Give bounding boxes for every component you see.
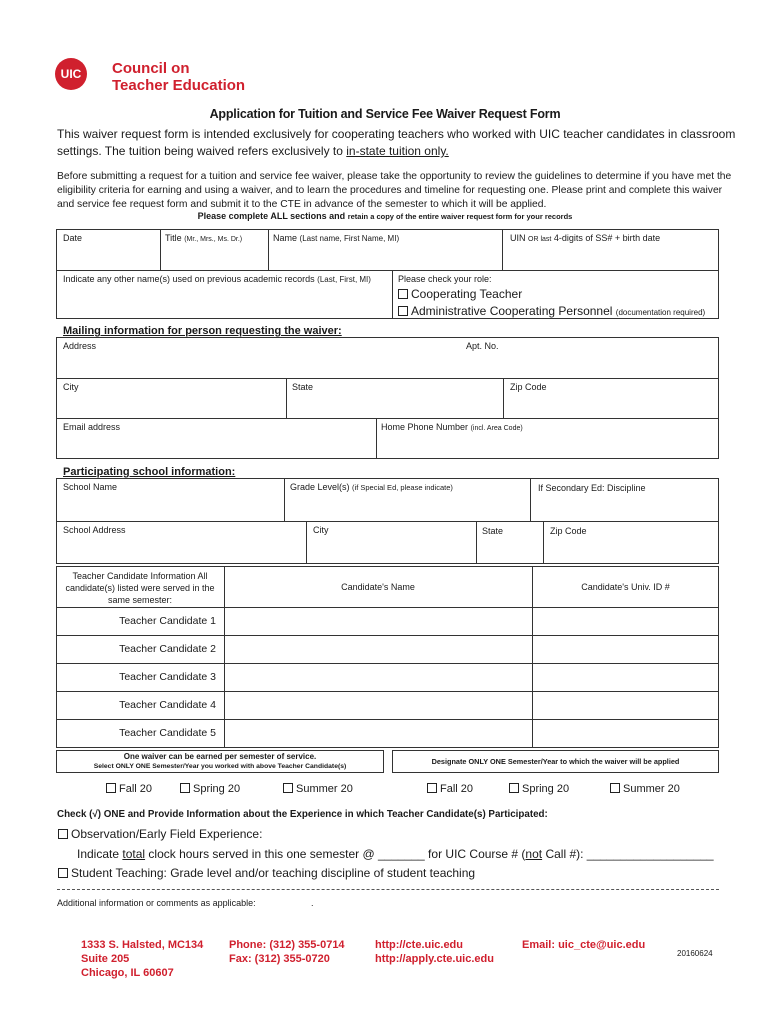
footer-web-link-1[interactable]: http://cte.uic.edu bbox=[375, 939, 463, 951]
footer-address-1: 1333 S. Halsted, MC134 bbox=[81, 939, 204, 951]
org-name bbox=[112, 60, 245, 94]
school-state-field[interactable]: State bbox=[482, 526, 504, 536]
title-hint: (Mr., Mrs., Ms. Dr.) bbox=[184, 236, 243, 243]
phone-label: Home Phone Number bbox=[381, 422, 469, 432]
mailing-heading: Mailing information for person requesting the waiver: bbox=[63, 325, 342, 337]
served-spring-label: Spring 20 bbox=[193, 783, 241, 795]
school-address-field[interactable]: School Address bbox=[63, 525, 126, 535]
served-summer-label: Summer 20 bbox=[296, 783, 353, 795]
observation-option[interactable] bbox=[58, 827, 262, 841]
checkbox-icon[interactable] bbox=[427, 783, 437, 793]
footer-address bbox=[81, 938, 203, 980]
city-field[interactable]: City bbox=[63, 382, 79, 392]
served-fall-label: Fall 20 bbox=[119, 783, 153, 795]
title-label: Title bbox=[165, 233, 182, 243]
footer-email[interactable]: Email: uic_cte@uic.edu bbox=[522, 939, 646, 951]
uin-ssn: 4-digits of SS# + birth date bbox=[553, 233, 661, 243]
uin-field[interactable] bbox=[510, 233, 660, 245]
instructions-paragraph: Before submitting a request for a tuition and service fee waiver, please take the opportunity to review the guidelines to determine if you have met the eligibility criteria for earning and using a waiver, and to learn the procedures and timeline for requesting one. Please print and complete this waiver and service fee request form and submit it to the CTE in advance of the semester to which it will be applied. bbox=[57, 171, 732, 210]
grade-level-field[interactable] bbox=[290, 482, 453, 493]
mailing-box bbox=[56, 337, 719, 459]
footer-web-link-2[interactable]: http://apply.cte.uic.edu bbox=[375, 953, 494, 965]
intro-text: This waiver request form is intended exclusively for cooperating teachers who worked with UIC teacher candidates in classroom settings. The tuition being waived refers exclusively to bbox=[57, 127, 736, 158]
school-heading: Participating school information: bbox=[63, 466, 236, 478]
candidate-intro: Teacher Candidate Information All candidate(s) listed were served in the same semester: bbox=[65, 571, 215, 605]
hours-text-b: clock hours served in this one semester @ _______ for UIC Course # ( bbox=[145, 847, 526, 861]
additional-comments-field[interactable]: Additional information or comments as applicable: bbox=[57, 898, 256, 908]
address-field[interactable]: Address bbox=[63, 341, 97, 351]
org-name-line1: Council on bbox=[112, 60, 190, 77]
applied-fall-label: Fall 20 bbox=[440, 783, 474, 795]
footer-web bbox=[375, 938, 494, 966]
hours-text-a: Indicate bbox=[77, 847, 123, 861]
semester-served-note bbox=[56, 752, 384, 772]
hours-total: total bbox=[122, 847, 146, 861]
form-title: Application for Tuition and Service Fee Waiver Request Form bbox=[209, 107, 561, 121]
role-admin-hint: (documentation required) bbox=[615, 308, 706, 317]
other-names-hint: (Last, First, MI) bbox=[317, 275, 371, 284]
checkbox-icon[interactable] bbox=[398, 289, 408, 299]
checkbox-icon[interactable] bbox=[509, 783, 519, 793]
phone-hint: (incl. Area Code) bbox=[470, 425, 523, 432]
school-zip-field[interactable]: Zip Code bbox=[550, 526, 587, 536]
phone-field[interactable] bbox=[381, 422, 523, 434]
title-field[interactable] bbox=[165, 233, 242, 245]
uic-logo: UIC bbox=[55, 58, 87, 90]
footer-phone-line: Phone: (312) 355-0714 bbox=[229, 939, 345, 951]
table-row[interactable]: Teacher Candidate 5 bbox=[119, 727, 216, 739]
table-row[interactable]: Teacher Candidate 1 bbox=[119, 615, 216, 627]
footer-phone bbox=[229, 938, 345, 966]
additional-comments-dot: . bbox=[311, 898, 314, 908]
role-admin-personnel-label: Administrative Cooperating Personnel bbox=[411, 304, 613, 318]
divider bbox=[57, 889, 719, 890]
served-spring[interactable] bbox=[180, 783, 240, 795]
table-row[interactable]: Teacher Candidate 2 bbox=[119, 643, 216, 655]
role-prompt: Please check your role: bbox=[398, 274, 492, 284]
email-field[interactable]: Email address bbox=[63, 422, 121, 432]
applied-summer-label: Summer 20 bbox=[623, 783, 680, 795]
uin-label: UIN bbox=[510, 233, 526, 243]
complete-note-main: Please complete ALL sections and bbox=[197, 211, 346, 221]
table-row[interactable]: Teacher Candidate 3 bbox=[119, 671, 216, 683]
intro-paragraph bbox=[57, 126, 737, 160]
role-cooperating-teacher-label: Cooperating Teacher bbox=[411, 287, 523, 301]
semester-applied-note: Designate ONLY ONE Semester/Year to which the waiver will be applied bbox=[431, 757, 680, 766]
other-names-field[interactable] bbox=[63, 274, 371, 285]
candidate-name-header: Candidate's Name bbox=[341, 582, 415, 592]
role-cooperating-teacher[interactable] bbox=[398, 287, 522, 301]
footer-fax-line: Fax: (312) 355-0720 bbox=[229, 953, 330, 965]
name-label: Name bbox=[273, 233, 298, 243]
checkbox-icon[interactable] bbox=[610, 783, 620, 793]
observation-label: Observation/Early Field Experience: bbox=[71, 827, 263, 841]
candidate-id-header: Candidate's Univ. ID # bbox=[581, 582, 670, 592]
experience-heading: Check (√) ONE and Provide Information about the Experience in which Teacher Candidate(s) Participated: bbox=[57, 809, 548, 820]
checkbox-icon[interactable] bbox=[180, 783, 190, 793]
served-summer[interactable] bbox=[283, 783, 353, 795]
student-teaching-label: Student Teaching: Grade level and/or teaching discipline of student teaching bbox=[71, 866, 476, 880]
date-field[interactable]: Date bbox=[63, 233, 83, 243]
state-field[interactable]: State bbox=[292, 382, 314, 392]
form-code: 20160624 bbox=[677, 949, 713, 958]
uin-or: OR last bbox=[528, 236, 552, 243]
student-teaching-option[interactable] bbox=[58, 866, 475, 880]
hours-text-c: Call #): ___________________ bbox=[542, 847, 714, 861]
checkbox-icon[interactable] bbox=[283, 783, 293, 793]
applied-summer[interactable] bbox=[610, 783, 680, 795]
checkbox-icon[interactable] bbox=[58, 829, 68, 839]
grade-label: Grade Level(s) bbox=[290, 482, 350, 492]
hours-not: not bbox=[525, 847, 543, 861]
name-field[interactable] bbox=[273, 233, 399, 244]
footer-address-2: Suite 205 bbox=[81, 953, 130, 965]
role-admin-personnel[interactable] bbox=[398, 304, 705, 318]
applied-fall[interactable] bbox=[427, 783, 473, 795]
school-name-field[interactable]: School Name bbox=[63, 482, 118, 492]
school-city-field[interactable]: City bbox=[313, 525, 329, 535]
table-row[interactable]: Teacher Candidate 4 bbox=[119, 699, 216, 711]
discipline-field[interactable]: If Secondary Ed: Discipline bbox=[538, 483, 646, 493]
semester-served-line1: One waiver can be earned per semester of service. bbox=[123, 752, 317, 761]
checkbox-icon[interactable] bbox=[106, 783, 116, 793]
footer-address-3: Chicago, IL 60607 bbox=[81, 967, 174, 979]
served-fall[interactable] bbox=[106, 783, 152, 795]
checkbox-icon[interactable] bbox=[58, 868, 68, 878]
complete-note bbox=[0, 211, 770, 221]
complete-note-small: retain a copy of the entire waiver request form for your records bbox=[347, 212, 573, 221]
applied-spring[interactable] bbox=[509, 783, 569, 795]
applied-spring-label: Spring 20 bbox=[522, 783, 570, 795]
semester-served-line2: Select ONLY ONE Semester/Year you worked with above Teacher Candidate(s) bbox=[93, 763, 347, 770]
grade-hint: (if Special Ed, please indicate) bbox=[352, 483, 453, 492]
other-names-label: Indicate any other name(s) used on previous academic records bbox=[63, 274, 315, 284]
checkbox-icon[interactable] bbox=[398, 306, 408, 316]
org-name-line2: Teacher Education bbox=[112, 77, 246, 94]
zip-field[interactable]: Zip Code bbox=[510, 382, 547, 392]
apt-field[interactable]: Apt. No. bbox=[466, 341, 499, 351]
name-hint: (Last name, First Name, MI) bbox=[299, 234, 400, 243]
clock-hours-line[interactable] bbox=[77, 847, 714, 861]
intro-underlined: in-state tuition only. bbox=[346, 144, 449, 158]
